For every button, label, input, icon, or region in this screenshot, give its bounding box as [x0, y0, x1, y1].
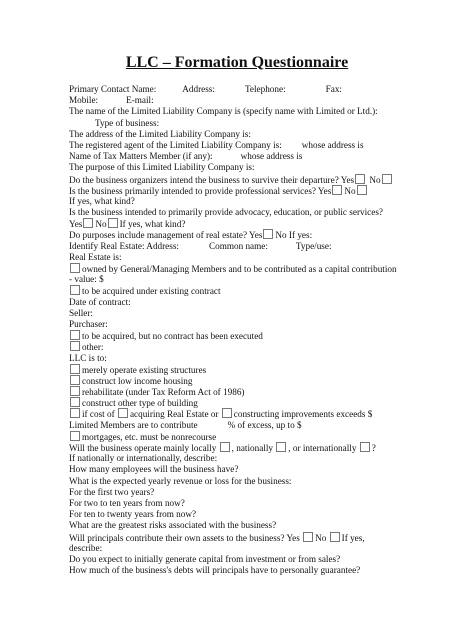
operate-locally-label: Will the business operate mainly locally — [69, 443, 217, 453]
survive-no-label: No — [369, 174, 381, 185]
owned-by-checkbox[interactable] — [70, 263, 80, 273]
acquired-existing-line — [69, 285, 469, 296]
construct-low-checkbox[interactable] — [70, 375, 80, 385]
advocacy-yes-checkbox[interactable] — [83, 218, 93, 228]
acquired-no-contract-line — [69, 330, 469, 341]
nationally-label: , nationally — [231, 443, 273, 453]
internationally-label: , or internationally — [288, 443, 357, 453]
contribute-no-label: No — [315, 532, 327, 543]
risks-line: What are the greatest risks associated with the business? — [69, 520, 277, 531]
telephone-label: Telephone: — [244, 84, 286, 94]
mobile-label: Mobile: — [69, 95, 99, 106]
real-estate-yes-checkbox[interactable] — [263, 229, 273, 239]
debts-line: How much of the business's debts will principals have to personally guarantee? — [69, 565, 361, 576]
real-estate-is-line: Real Estate is: — [69, 251, 122, 262]
acquired-existing-checkbox[interactable] — [70, 285, 80, 295]
professional-kind-line: If yes, what kind? — [69, 195, 135, 206]
construct-low-label: construct low income housing — [82, 375, 193, 386]
survive-yes-checkbox[interactable] — [355, 174, 365, 184]
survive-no-checkbox[interactable] — [382, 174, 392, 184]
members-contribute-label: Limited Members are to contribute — [69, 419, 198, 430]
pct-excess-label: % of excess, up to $ — [227, 419, 302, 430]
tax-member-label: Name of Tax Matters Member (if any): — [69, 151, 213, 162]
email-label: E-mail: — [126, 95, 154, 106]
rehabilitate-label: rehabilitate (under Tax Reform Act of 1986) — [82, 387, 245, 398]
advocacy-kind-label: If yes, what kind? — [119, 219, 186, 230]
purpose-line: The purpose of this Limited Liability Company is: — [69, 162, 255, 173]
fax-label: Fax: — [325, 84, 342, 94]
seller-line: Seller: — [69, 307, 93, 318]
acquired-no-contract-label: to be acquired, but no contract has been executed — [82, 331, 263, 342]
mortgages-checkbox[interactable] — [70, 431, 80, 441]
professional-question: Is the business primarily intended to provide professional services? Yes — [69, 185, 332, 196]
purchaser-line: Purchaser: — [69, 318, 108, 329]
operate-line — [69, 364, 469, 375]
registered-agent-label: The registered agent of the Limited Liability Company is: — [69, 139, 282, 150]
describe-intl-line: If nationally or internationally, describe: — [69, 453, 218, 464]
common-name-label: Common name: — [208, 240, 268, 251]
llc-name-line: The name of the Limited Liability Company is (specify name with Limited or Ltd.): — [69, 106, 378, 117]
nationally-checkbox[interactable] — [276, 442, 286, 452]
mortgages-label: mortgages, etc. must be nonrecourse — [82, 431, 217, 442]
contact-line — [69, 84, 469, 95]
date-contract-line: Date of contract: — [69, 296, 131, 307]
identify-re-line — [69, 241, 469, 252]
questionnaire-body — [69, 84, 469, 576]
type-use-label: Type/use: — [295, 240, 332, 251]
real-estate-question: Do purposes include management of real estate? Yes — [69, 230, 263, 241]
advocacy-answer-line — [69, 218, 469, 229]
operate-checkbox[interactable] — [70, 364, 80, 374]
survive-line — [69, 174, 469, 185]
rehabilitate-checkbox[interactable] — [70, 386, 80, 396]
employees-line: How many employees will the business have? — [69, 464, 239, 475]
identify-re-label: Identify Real Estate: Address: — [69, 240, 179, 251]
operate-locally-line — [69, 442, 469, 453]
contribute-no-checkbox[interactable] — [330, 532, 340, 542]
describe-line: describe: — [69, 542, 103, 553]
construct-low-line — [69, 375, 469, 386]
advocacy-yes-label: Yes — [69, 219, 83, 230]
internationally-checkbox[interactable] — [360, 442, 370, 452]
construct-other-label: construct other type of building — [82, 398, 198, 409]
advocacy-line: Is the business intended to primarily provide advocacy, education, or public services? — [69, 207, 383, 218]
question-mark: ? — [371, 443, 376, 453]
construct-other-checkbox[interactable] — [70, 397, 80, 407]
contact-name-label: Primary Contact Name: — [69, 84, 157, 94]
contribute-assets-line — [69, 532, 469, 543]
acquired-existing-label: to be acquired under existing contract — [82, 286, 221, 297]
contribute-if-yes-label: If yes, — [341, 532, 365, 543]
owned-by-label: owned by General/Managing Members and to be contributed as a capital contribution — [82, 264, 397, 274]
professional-no-label: No — [344, 185, 356, 196]
capital-line: Do you expect to initially generate capital from investment or from sales? — [69, 553, 341, 564]
advocacy-no-checkbox[interactable] — [108, 218, 118, 228]
contribute-yes-checkbox[interactable] — [303, 532, 313, 542]
type-of-business-line: Type of business: — [95, 117, 160, 128]
two-ten-line: For two to ten years from now? — [69, 497, 185, 508]
rehabilitate-line — [69, 386, 469, 397]
cost-checkbox[interactable] — [70, 408, 80, 418]
address-label: Address: — [182, 84, 215, 94]
members-contribute-line — [69, 420, 469, 431]
constructing-label: constructing improvements exceeds $ — [233, 409, 373, 420]
real-estate-line — [69, 229, 469, 240]
locally-checkbox[interactable] — [220, 442, 230, 452]
mortgages-line — [69, 431, 469, 442]
operate-label: merely operate existing structures — [82, 364, 207, 375]
constructing-checkbox[interactable] — [222, 408, 232, 418]
acquiring-label: acquiring Real Estate or — [129, 409, 219, 420]
mobile-line — [69, 95, 469, 106]
registered-agent-line — [69, 140, 469, 151]
advocacy-no-label: No — [95, 219, 107, 230]
agent-address-label: whose address is — [301, 139, 364, 150]
cost-line — [69, 408, 469, 419]
revenue-line: What is the expected yearly revenue or loss for the business: — [69, 475, 292, 486]
owned-by-line — [69, 263, 469, 274]
professional-line — [69, 185, 469, 196]
acquiring-checkbox[interactable] — [118, 408, 128, 418]
real-estate-no-label: No If yes: — [275, 230, 313, 241]
other-line — [69, 341, 469, 352]
professional-yes-checkbox[interactable] — [332, 185, 342, 195]
llc-is-to-line: LLC is to: — [69, 352, 107, 363]
llc-address-line: The address of the Limited Liability Company is: — [69, 128, 251, 139]
contribute-assets-label: Will principals contribute their own assets to the business? Yes — [69, 532, 300, 543]
tax-member-line — [69, 151, 469, 162]
survive-question: Do the business organizers intend the business to survive their departure? Yes — [69, 174, 355, 185]
other-label: other: — [82, 342, 104, 353]
professional-no-checkbox[interactable] — [357, 185, 367, 195]
construct-other-line — [69, 397, 469, 408]
document-title: LLC – Formation Questionnaire — [125, 54, 349, 71]
first-two-line: For the first two years? — [69, 486, 155, 497]
value-line: - value: $ — [69, 274, 104, 285]
acquired-no-contract-checkbox[interactable] — [70, 330, 80, 340]
ten-twenty-line: For ten to twenty years from now? — [69, 509, 197, 520]
if-cost-label: if cost of — [82, 409, 115, 420]
other-checkbox[interactable] — [70, 341, 80, 351]
tax-member-address-label: whose address is — [240, 151, 303, 162]
